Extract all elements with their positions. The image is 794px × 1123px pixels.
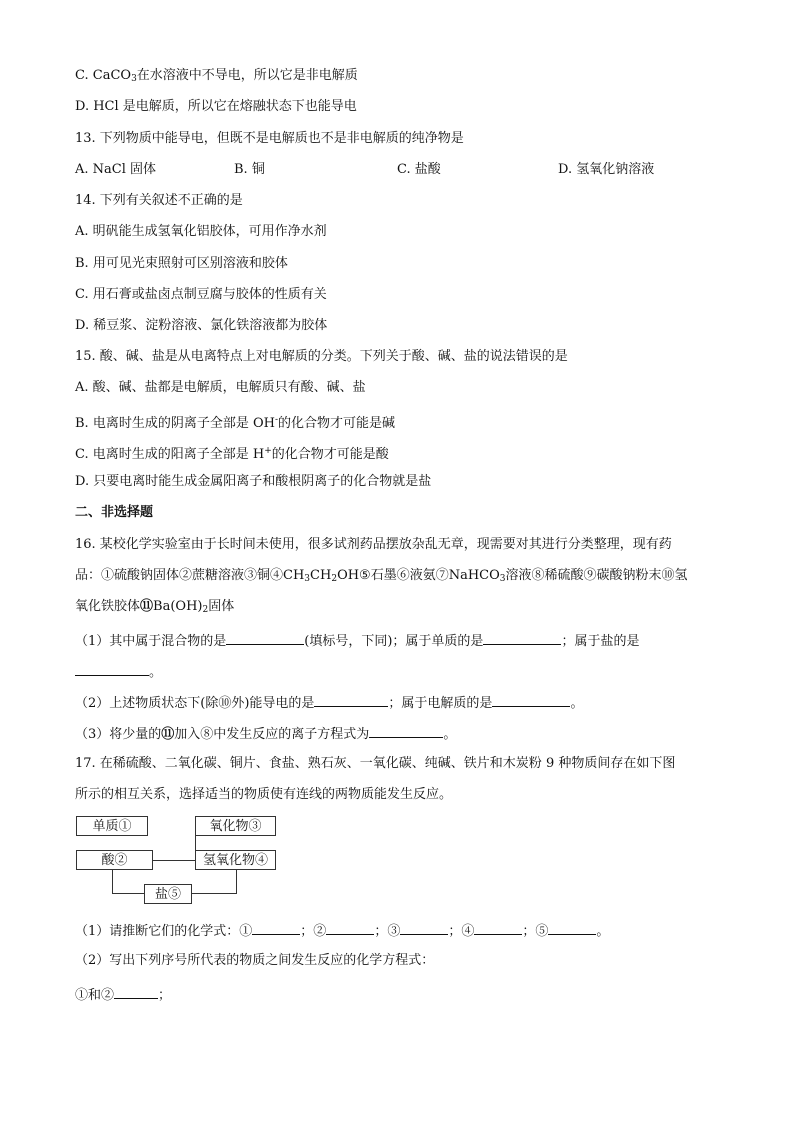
- box-acid: 酸②: [76, 850, 153, 870]
- connector-acid-salt-h: [112, 893, 144, 894]
- q14-option-b: B. 用可见光束照射可区别溶液和胶体: [75, 256, 288, 271]
- q12-option-c: C. CaCO$_3$在水溶液中不导电，所以它是非电解质: [75, 68, 358, 84]
- q15-option-c: C. 电离时生成的阳离子全部是 H+的化合物才可能是酸: [75, 446, 389, 462]
- q16-stem-line1: 16. 某校化学实验室由于长时间未使用，很多试剂药品摆放杂乱无章，现需要对其进行分类整理，现有药: [75, 537, 672, 552]
- answer-blank[interactable]: [226, 630, 304, 645]
- answer-blank[interactable]: [326, 920, 374, 935]
- q17-sub2-a: ①和② ；: [75, 984, 171, 1005]
- box-hydroxide: 氢氧化物④: [195, 850, 276, 870]
- answer-blank[interactable]: [114, 984, 158, 999]
- q15-option-a: A. 酸、碱、盐都是电解质，电解质只有酸、碱、盐: [75, 380, 366, 395]
- box-salt: 盐⑤: [144, 884, 192, 904]
- q13-option-d: D. 氢氧化钠溶液: [558, 162, 655, 177]
- answer-blank[interactable]: [548, 920, 596, 935]
- answer-blank[interactable]: [483, 630, 561, 645]
- section-title: 二、非选择题: [75, 505, 154, 520]
- q15-option-b: B. 电离时生成的阴离子全部是 OH-的化合物才可能是碱: [75, 415, 396, 431]
- answer-blank[interactable]: [474, 920, 522, 935]
- q14-stem: 14. 下列有关叙述不正确的是: [75, 193, 243, 208]
- connector-acid-salt: [112, 870, 113, 894]
- q12-option-d: D. HCl 是电解质，所以它在熔融状态下也能导电: [75, 99, 357, 114]
- q17-stem-line1: 17. 在稀硫酸、二氧化碳、铜片、食盐、熟石灰、一氧化碳、纯碱、铁片和木炭粉 9 种物质间存在如下图: [75, 756, 676, 771]
- q13-option-b: B. 铜: [234, 162, 265, 177]
- q15-stem: 15. 酸、碱、盐是从电离特点上对电解质的分类。下列关于酸、碱、盐的说法错误的是: [75, 349, 568, 364]
- connector-acid-hydroxide: [153, 860, 195, 861]
- q16-stem-line3: 氧化铁胶体$⑪Ba(OH)_2$固体: [75, 599, 235, 615]
- box-oxide: 氧化物③: [195, 816, 276, 836]
- q17-sub2: （2）写出下列序号所代表的物质之间发生反应的化学方程式：: [75, 953, 435, 968]
- answer-blank[interactable]: [492, 692, 570, 707]
- q16-sub3: （3）将少量的⑪加入⑧中发生反应的离子方程式为 。: [75, 723, 456, 744]
- answer-blank[interactable]: [369, 723, 443, 738]
- q16-sub1: （1）其中属于混合物的是 (填标号，下同)；属于单质的是 ；属于盐的是: [75, 630, 639, 651]
- connector-hydroxide-salt-h: [192, 893, 237, 894]
- q14-option-a: A. 明矾能生成氢氧化铝胶体，可用作净水剂: [75, 224, 327, 239]
- q13-option-a: A. NaCl 固体: [75, 162, 157, 177]
- q13-option-c: C. 盐酸: [397, 162, 441, 177]
- answer-blank[interactable]: [314, 692, 388, 707]
- q16-stem-line2: 品：①硫酸钠固体②蔗糖溶液③铜$④CH_3CH_2OH⑤$石墨⑥液氨⑦NaHCO$_3$溶液⑧稀硫酸⑨碳酸钠粉末⑩氢: [75, 568, 688, 584]
- q16-sub1-cont: 。: [75, 661, 162, 682]
- answer-blank[interactable]: [400, 920, 448, 935]
- q17-sub1: （1）请推断它们的化学式：① ；② ；③ ；④ ；⑤ 。: [75, 920, 609, 941]
- answer-blank[interactable]: [252, 920, 300, 935]
- connector-hydroxide-salt: [236, 870, 237, 894]
- box-element: 单质①: [76, 816, 148, 836]
- q13-stem: 13. 下列物质中能导电，但既不是电解质也不是非电解质的纯净物是: [75, 131, 464, 146]
- answer-blank[interactable]: [75, 661, 149, 676]
- q16-sub2: （2）上述物质状态下(除⑩外)能导电的是 ；属于电解质的是 。: [75, 692, 583, 713]
- q14-option-c: C. 用石膏或盐卤点制豆腐与胶体的性质有关: [75, 287, 327, 302]
- q14-option-d: D. 稀豆浆、淀粉溶液、氯化铁溶液都为胶体: [75, 318, 328, 333]
- q15-option-d: D. 只要电离时能生成金属阳离子和酸根阴离子的化合物就是盐: [75, 474, 432, 489]
- q17-stem-line2: 所示的相互关系，选择适当的物质使有连线的两物质能发生反应。: [75, 787, 453, 802]
